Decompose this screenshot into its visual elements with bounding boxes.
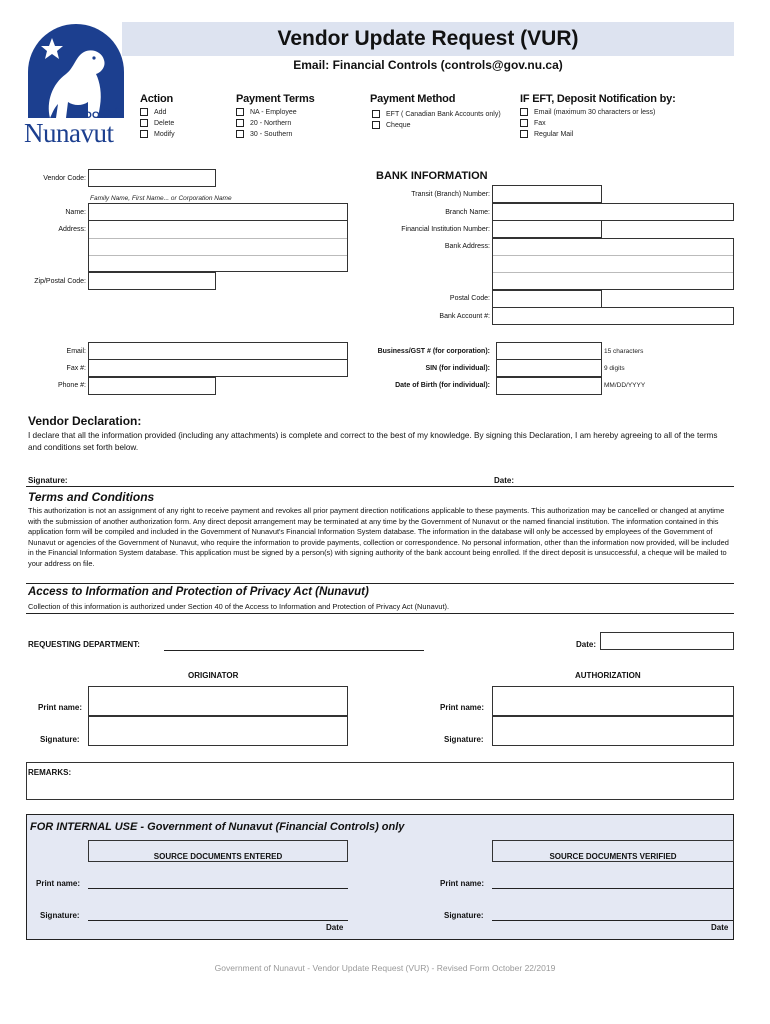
name-field[interactable] [88, 203, 348, 221]
internal-signature-label-left: Signature: [40, 911, 80, 920]
checkbox-icon[interactable] [372, 121, 380, 129]
originator-heading: ORIGINATOR [188, 671, 239, 680]
eft-notification-title: IF EFT, Deposit Notification by: [520, 93, 676, 105]
account-field[interactable] [492, 307, 734, 325]
declaration-title: Vendor Declaration: [28, 414, 142, 428]
transit-label: Transit (Branch) Number: [411, 191, 490, 198]
source-documents-entered-label: SOURCE DOCUMENTS ENTERED [153, 852, 283, 861]
gst-hint: 15 characters [604, 348, 644, 355]
logo-wordmark: Nunavut [24, 118, 114, 148]
internal-print-name-line-right[interactable] [492, 888, 734, 889]
requesting-department-line[interactable] [164, 650, 424, 651]
remarks-field[interactable] [26, 762, 734, 800]
declaration-date-label: Date: [494, 476, 515, 485]
institution-label: Financial Institution Number: [401, 226, 490, 233]
declaration-rule [26, 486, 734, 487]
payment-method-title: Payment Method [370, 93, 456, 105]
internal-signature-line-right[interactable] [492, 920, 734, 921]
declaration-signature-line[interactable] [80, 484, 480, 485]
action-options [140, 107, 175, 140]
option-notify-mail[interactable]: Regular Mail [520, 129, 655, 140]
sin-hint: 9 digits [604, 365, 625, 372]
internal-signature-line-left[interactable] [88, 920, 348, 921]
authorization-signature-field[interactable] [492, 716, 734, 746]
institution-field[interactable] [492, 220, 602, 238]
eft-notification-options [520, 107, 655, 140]
branch-label: Branch Name: [445, 209, 490, 216]
originator-signature-field[interactable] [88, 716, 348, 746]
internal-use-title: FOR INTERNAL USE - Government of Nunavut (Financial Controls) only [30, 821, 405, 833]
checkbox-icon[interactable] [372, 110, 380, 118]
zip-label: Zip/Postal Code: [34, 278, 86, 285]
remarks-label: REMARKS: [28, 768, 72, 777]
originator-print-name-field[interactable] [88, 686, 348, 716]
internal-print-name-label-left: Print name: [36, 879, 81, 888]
phone-label: Phone #: [57, 382, 86, 389]
dob-hint: MM/DD/YYYY [604, 382, 646, 389]
internal-date-label-left: Date [326, 923, 344, 932]
source-documents-entered[interactable] [88, 840, 348, 862]
action-title: Action [140, 93, 174, 105]
dob-field[interactable] [496, 377, 602, 395]
privacy-text: Collection of this information is authorized under Section 40 of the Access to Information and Protection of Privacy Act (Nunavut). [28, 602, 450, 611]
postal-field[interactable] [492, 290, 602, 308]
footer-text: Government of Nunavut - Vendor Update Request (VUR) - Revised Form October 22/2019 [214, 963, 556, 973]
department-date-label: Date: [576, 640, 597, 649]
internal-signature-label-right: Signature: [444, 911, 484, 920]
email-field[interactable] [88, 342, 348, 360]
internal-date-label-right: Date [711, 923, 729, 932]
checkbox-icon[interactable] [236, 119, 244, 127]
bank-address-label: Bank Address: [444, 243, 490, 250]
branch-field[interactable] [492, 203, 734, 221]
name-label: Name: [65, 209, 86, 216]
department-date-field[interactable] [600, 632, 734, 650]
payment-terms-title: Payment Terms [236, 93, 315, 105]
source-documents-verified[interactable] [492, 840, 734, 862]
option-notify-fax[interactable]: Fax [520, 118, 655, 129]
checkbox-icon[interactable] [140, 130, 148, 138]
checkbox-icon[interactable] [520, 119, 528, 127]
address-field[interactable] [88, 220, 348, 272]
option-delete[interactable]: Delete [140, 118, 175, 129]
privacy-rule-bottom [26, 613, 734, 614]
payment-method-options [372, 109, 501, 131]
fax-field[interactable] [88, 359, 348, 377]
bank-address-divider [493, 272, 733, 273]
nunavut-logo [22, 22, 130, 148]
sin-label: SIN (for individual): [425, 365, 490, 372]
vendor-code-field[interactable] [88, 169, 216, 187]
checkbox-icon[interactable] [140, 119, 148, 127]
page-title: Vendor Update Request (VUR) [277, 27, 579, 50]
vendor-code-label: Vendor Code: [43, 175, 86, 182]
transit-field[interactable] [492, 185, 602, 203]
zip-field[interactable] [88, 272, 216, 290]
option-na-employee[interactable]: NA - Employee [236, 107, 297, 118]
terms-text: This authorization is not an assignment of any right to receive payment and revokes all prior payment direction notifications applicable to these payments. This authorization may be cancelled or changed at anytime with the submission of another authorization form. Any direct deposit arrangement may be terminated at any time by the Government of Nunavut or the named financial institution. The information contained in this application form will be compiled and included in the Government of Nunavut's Financial Information System database. The information in the database will only be accessed by employees of the Government of Nunavut or agencies of the Government of Nunavut, who require the information to provide payments, collection or correspondence. No personal information, other than the information now provided, will be included in the Financial Information System database. This application must be signed by a person(s) with signing authority of the bank account being enrolled. If the direct deposit is unsuccessful, a cheque will be mailed to your address on file. [28, 506, 729, 568]
address-label: Address: [58, 226, 86, 233]
gst-label: Business/GST # (for corporation): [377, 348, 490, 355]
originator-print-name-label: Print name: [38, 703, 83, 712]
authorization-print-name-field[interactable] [492, 686, 734, 716]
gst-field[interactable] [496, 342, 602, 360]
privacy-title: Access to Information and Protection of Privacy Act (Nunavut) [28, 586, 369, 598]
authorization-heading: AUTHORIZATION [575, 671, 641, 680]
name-hint: Family Name, First Name... or Corporation Name [90, 195, 232, 202]
option-20-northern[interactable]: 20 - Northern [236, 118, 297, 129]
payment-terms-options [236, 107, 297, 140]
option-add[interactable]: Add [140, 107, 175, 118]
declaration-signature-label: Signature: [28, 476, 68, 485]
header-email: Email: Financial Controls (controls@gov.nu.ca) [293, 58, 563, 72]
address-divider [89, 255, 347, 256]
logo-syllabics: ᓄᓇᕗᑦ [80, 106, 121, 122]
declaration-text: I declare that all the information provided (including any attachments) is complete and correct to the best of my knowledge. By signing this Declaration, I am hereby agreeing to all of the terms and conditions set forth below. [28, 431, 718, 452]
option-modify[interactable]: Modify [140, 129, 175, 140]
checkbox-icon[interactable] [520, 130, 528, 138]
checkbox-icon[interactable] [520, 108, 528, 116]
email-label: Email: [66, 348, 86, 355]
checkbox-icon[interactable] [236, 108, 244, 116]
postal-label: Postal Code: [449, 295, 490, 302]
option-cheque[interactable]: Cheque [372, 120, 501, 131]
dob-label: Date of Birth (for individual): [395, 382, 490, 389]
checkbox-icon[interactable] [140, 108, 148, 116]
internal-print-name-label-right: Print name: [440, 879, 485, 888]
option-notify-email[interactable]: Email (maximum 30 characters or less) [520, 107, 655, 118]
option-eft[interactable]: EFT ( Canadian Bank Accounts only) [372, 109, 501, 120]
bank-address-divider [493, 255, 733, 256]
requesting-department-label: REQUESTING DEPARTMENT: [28, 640, 140, 649]
internal-print-name-line-left[interactable] [88, 888, 348, 889]
checkbox-icon[interactable] [236, 130, 244, 138]
authorization-signature-label: Signature: [444, 735, 484, 744]
bank-info-title: BANK INFORMATION [376, 170, 488, 182]
authorization-print-name-label: Print name: [440, 703, 485, 712]
address-divider [89, 238, 347, 239]
terms-title: Terms and Conditions [28, 490, 155, 504]
originator-signature-label: Signature: [40, 735, 80, 744]
phone-field[interactable] [88, 377, 216, 395]
bank-address-field[interactable] [492, 238, 734, 290]
option-30-southern[interactable]: 30 - Southern [236, 129, 297, 140]
source-documents-verified-label: SOURCE DOCUMENTS VERIFIED [549, 852, 677, 861]
fax-label: Fax #: [66, 365, 86, 372]
privacy-rule-top [26, 583, 734, 584]
account-label: Bank Account #: [439, 313, 490, 320]
sin-field[interactable] [496, 359, 602, 377]
